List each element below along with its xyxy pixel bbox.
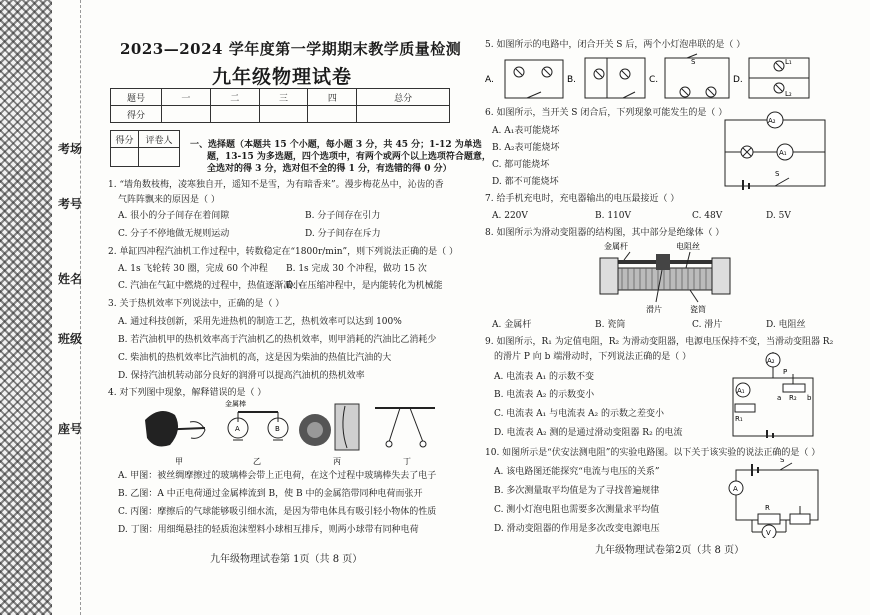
q9-option-b: B. 电流表 A₂ 的示数变小 bbox=[494, 390, 595, 400]
score-header: 四 bbox=[308, 89, 357, 106]
fig-ding-hanging-balls bbox=[375, 408, 435, 447]
circuit-b bbox=[585, 58, 645, 98]
q10-circuit bbox=[722, 458, 832, 538]
q6-circuit bbox=[715, 108, 835, 190]
binding-label-3: 姓名 bbox=[58, 272, 83, 286]
q5-label-a: A. bbox=[485, 75, 494, 85]
section-intro-line1: 一、选择题（本题共 15 个小题，每小题 3 分，共 45 分；1-12 为单选 bbox=[190, 140, 482, 150]
left-page-footer: 九年级物理试卷第 1页（共 8 页） bbox=[210, 554, 363, 565]
q4-stem: 4. 对下列图中现象，解释错误的是（ ） bbox=[108, 388, 267, 398]
q6-stem: 6. 如图所示，当开关 S 闭合后，下列现象可能发生的是（ ） bbox=[485, 108, 728, 118]
q8-rheostat-figure bbox=[590, 240, 740, 318]
score-header: 题号 bbox=[111, 89, 162, 106]
q5-circuits bbox=[485, 52, 865, 104]
q2-option-d: D. 在压缩冲程中，是内能转化为机械能 bbox=[286, 281, 443, 291]
q3-option-a: A. 通过科技创新，采用先进热机的制造工艺，热机效率可以达到 100% bbox=[118, 317, 402, 327]
q6-option-c: C. 都可能烧坏 bbox=[492, 160, 550, 170]
score-table bbox=[110, 88, 450, 123]
q10-voltmeter-v: V bbox=[766, 529, 771, 537]
q10-option-a: A. 该电路图还能探究“电流与电压的关系” bbox=[494, 467, 660, 477]
q7-option-d: D. 5V bbox=[766, 211, 791, 221]
grader-score-label: 得分 bbox=[111, 131, 139, 148]
q7-option-b: B. 110V bbox=[595, 211, 632, 221]
q3-stem: 3. 关于热机效率下列说法中，正确的是（ ） bbox=[108, 299, 285, 309]
q3-option-b: B. 若汽油机甲的热机效率高于汽油机乙的热机效率，则甲消耗的汽油比乙消耗少 bbox=[118, 335, 437, 345]
q2-stem: 2. 单缸四冲程汽油机工作过程中，转数稳定在“1800r/min”，则下列说法正确的是（ ） bbox=[108, 247, 458, 257]
score-cell bbox=[162, 106, 211, 123]
q4-option-d: D. 丁图：用细绳悬挂的轻质泡沫塑料小球相互排斥，则两小球带有同种电荷 bbox=[118, 525, 419, 535]
q6-ammeter-a2: A₂ bbox=[768, 117, 776, 125]
score-cell bbox=[357, 106, 450, 123]
fig-yi-electroscopes bbox=[225, 400, 288, 440]
binding-label-2: 考号 bbox=[58, 197, 83, 211]
score-cell bbox=[259, 106, 308, 123]
q9-ammeter-a1: A₁ bbox=[737, 387, 745, 395]
q4-option-b: B. 乙图：A 中正电荷通过金属棒流到 B，使 B 中的金属箔带同种电荷而张开 bbox=[118, 489, 423, 499]
grader-label: 评卷人 bbox=[138, 131, 179, 148]
q6-option-b: B. A₂表可能烧坏 bbox=[492, 143, 560, 153]
score-row-label: 得分 bbox=[111, 106, 162, 123]
q8-stem: 8. 如图所示为滑动变阻器的结构图，其中部分是绝缘体（ ） bbox=[485, 228, 725, 238]
q5-label-b: B. bbox=[567, 75, 577, 85]
q7-stem: 7. 给手机充电时，充电器输出的电压最接近（ ） bbox=[485, 194, 680, 204]
score-header: 三 bbox=[259, 89, 308, 106]
q9-label-r1: R₁ bbox=[735, 415, 743, 423]
q9-option-c: C. 电流表 A₁ 与电流表 A₂ 的示数之差变小 bbox=[494, 409, 664, 419]
q5-label-c: C. bbox=[649, 75, 659, 85]
q9-label-p: P bbox=[783, 368, 788, 376]
q6-option-a: A. A₁表可能烧坏 bbox=[492, 126, 560, 136]
q2-option-a: A. 1s 飞轮转 30 圈，完成 60 个冲程 bbox=[118, 264, 268, 274]
q1-option-c: C. 分子不停地做无规则运动 bbox=[118, 229, 230, 239]
q1-option-a: A. 很小的分子间存在着间隙 bbox=[118, 211, 230, 221]
q6-option-d: D. 都不可能烧坏 bbox=[492, 177, 559, 187]
q1-stem-1: 1. “墙角数枝梅，凌寒独自开，遥知不是雪，为有暗香来”。漫步梅花丛中，沁齿的香 bbox=[108, 180, 444, 190]
section-intro-line2: 题，13-15 为多选题，四个选项中，有两个或两个以上选项符合题意， bbox=[207, 152, 491, 162]
q9-option-d: D. 电流表 A₂ 测的是通过滑动变阻器 R₂ 的电流 bbox=[494, 428, 683, 438]
q9-option-a: A. 电流表 A₁ 的示数不变 bbox=[494, 372, 595, 382]
fig-caption-ding: 丁 bbox=[403, 457, 411, 466]
q10-resistor-r: R bbox=[765, 504, 770, 512]
exam-header-title: 2023—2024 学年度第一学期期末教学质量检测 bbox=[120, 40, 462, 58]
binding-label-4: 班级 bbox=[58, 332, 83, 346]
circuit-c bbox=[665, 54, 729, 98]
fig-jia-rubbing bbox=[145, 411, 205, 446]
fig-bing-balloon-water bbox=[299, 404, 359, 450]
q9-label-r2: R₂ bbox=[789, 394, 797, 402]
q8-label-porcelain-tube: 瓷筒 bbox=[690, 305, 706, 314]
grader-cell bbox=[138, 148, 179, 167]
score-cell bbox=[210, 106, 259, 123]
q1-option-d: D. 分子间存在斥力 bbox=[305, 229, 381, 239]
grader-table bbox=[110, 130, 180, 167]
score-header: 二 bbox=[210, 89, 259, 106]
q8-label-metal-rod: 金属杆 bbox=[604, 242, 628, 251]
binding-label-5: 座号 bbox=[58, 422, 83, 436]
q9-stem-2: 的滑片 P 向 b 端滑动时，下列说法正确的是（ ） bbox=[494, 352, 692, 362]
q5-d-l2: L₂ bbox=[785, 90, 792, 98]
q5-label-d: D. bbox=[733, 75, 743, 85]
q9-circuit bbox=[715, 348, 825, 438]
fig-label-a: A bbox=[235, 425, 240, 433]
section-intro-line3: 全选对的得 3 分，选对但不全的得 1 分，有选错的得 0 分） bbox=[207, 164, 452, 174]
exam-title: 九年级物理试卷 bbox=[212, 66, 353, 88]
q5-d-l1: L₁ bbox=[785, 58, 792, 66]
score-cell bbox=[308, 106, 357, 123]
q9-label-b: b bbox=[807, 394, 812, 402]
q4-figures bbox=[135, 400, 455, 470]
fig-label-metal-rod: 金属棒 bbox=[225, 400, 246, 408]
fig-caption-bing: 丙 bbox=[333, 457, 341, 466]
score-header: 总分 bbox=[357, 89, 450, 106]
q5-stem: 5. 如图所示的电路中，闭合开关 S 后，两个小灯泡串联的是（ ） bbox=[485, 40, 746, 50]
fig-caption-jia: 甲 bbox=[175, 457, 183, 466]
q3-option-c: C. 柴油机的热机效率比汽油机的高，这是因为柴油的热值比汽油的大 bbox=[118, 353, 392, 363]
q8-option-a: A. 金属杆 bbox=[492, 320, 532, 330]
q8-option-c: C. 滑片 bbox=[692, 320, 723, 330]
q6-switch-s: S bbox=[775, 170, 780, 178]
q7-option-c: C. 48V bbox=[692, 211, 723, 221]
q7-option-a: A. 220V bbox=[492, 211, 528, 221]
q10-option-d: D. 滑动变阻器的作用是多次改变电源电压 bbox=[494, 524, 660, 534]
q2-option-c: C. 汽油在气缸中燃烧的过程中，热值逐渐减小 bbox=[118, 281, 302, 291]
q1-stem-2: 气阵阵飘来的原因是（ ） bbox=[118, 195, 220, 205]
q3-option-d: D. 保持汽油机转动部分良好的润滑可以提高汽油机的热机效率 bbox=[118, 371, 365, 381]
q4-option-c: C. 丙图：摩擦后的气球能够吸引细水流，是因为带电体具有吸引轻小物体的性质 bbox=[118, 507, 437, 517]
q8-option-b: B. 瓷筒 bbox=[595, 320, 626, 330]
right-page-footer: 九年级物理试卷第2页（共 8 页） bbox=[595, 545, 745, 556]
q10-option-b: B. 多次测量取平均值是为了寻找普遍规律 bbox=[494, 486, 660, 496]
fig-caption-yi: 乙 bbox=[253, 457, 261, 466]
binding-strip bbox=[52, 0, 81, 615]
q8-label-resistance-wire: 电阻丝 bbox=[676, 242, 700, 251]
q5-c-switch-label: S bbox=[691, 58, 696, 66]
binding-margin-pattern bbox=[0, 0, 52, 615]
grader-cell bbox=[111, 148, 139, 167]
q10-option-c: C. 测小灯泡电阻也需要多次测量求平均值 bbox=[494, 505, 660, 515]
q9-label-a: a bbox=[777, 394, 782, 402]
q10-ammeter-a: A bbox=[733, 485, 738, 493]
q1-option-b: B. 分子间存在引力 bbox=[305, 211, 381, 221]
score-header: 一 bbox=[162, 89, 211, 106]
q4-option-a: A. 甲图：被丝绸摩擦过的玻璃棒会带上正电荷，在这个过程中玻璃棒失去了电子 bbox=[118, 471, 437, 481]
q10-switch-s: S bbox=[780, 458, 785, 464]
circuit-d bbox=[749, 58, 809, 98]
q10-stem: 10. 如图所示是“伏安法测电阻”的实验电路图。以下关于该实验的说法正确的是（ ） bbox=[485, 448, 821, 458]
q6-ammeter-a1: A₁ bbox=[779, 149, 787, 157]
q9-ammeter-a2: A₂ bbox=[767, 357, 775, 365]
q8-label-slider: 滑片 bbox=[646, 305, 662, 314]
fig-label-b: B bbox=[275, 425, 280, 433]
circuit-a bbox=[505, 60, 563, 98]
q8-option-d: D. 电阻丝 bbox=[766, 320, 806, 330]
binding-label-1: 考场 bbox=[58, 142, 83, 156]
q2-option-b: B. 1s 完成 30 个冲程，做功 15 次 bbox=[286, 264, 427, 274]
q9-stem-1: 9. 如图所示，R₁ 为定值电阻，R₂ 为滑动变阻器，电源电压保持不变，当滑动变阻器 R₂ bbox=[485, 337, 834, 347]
